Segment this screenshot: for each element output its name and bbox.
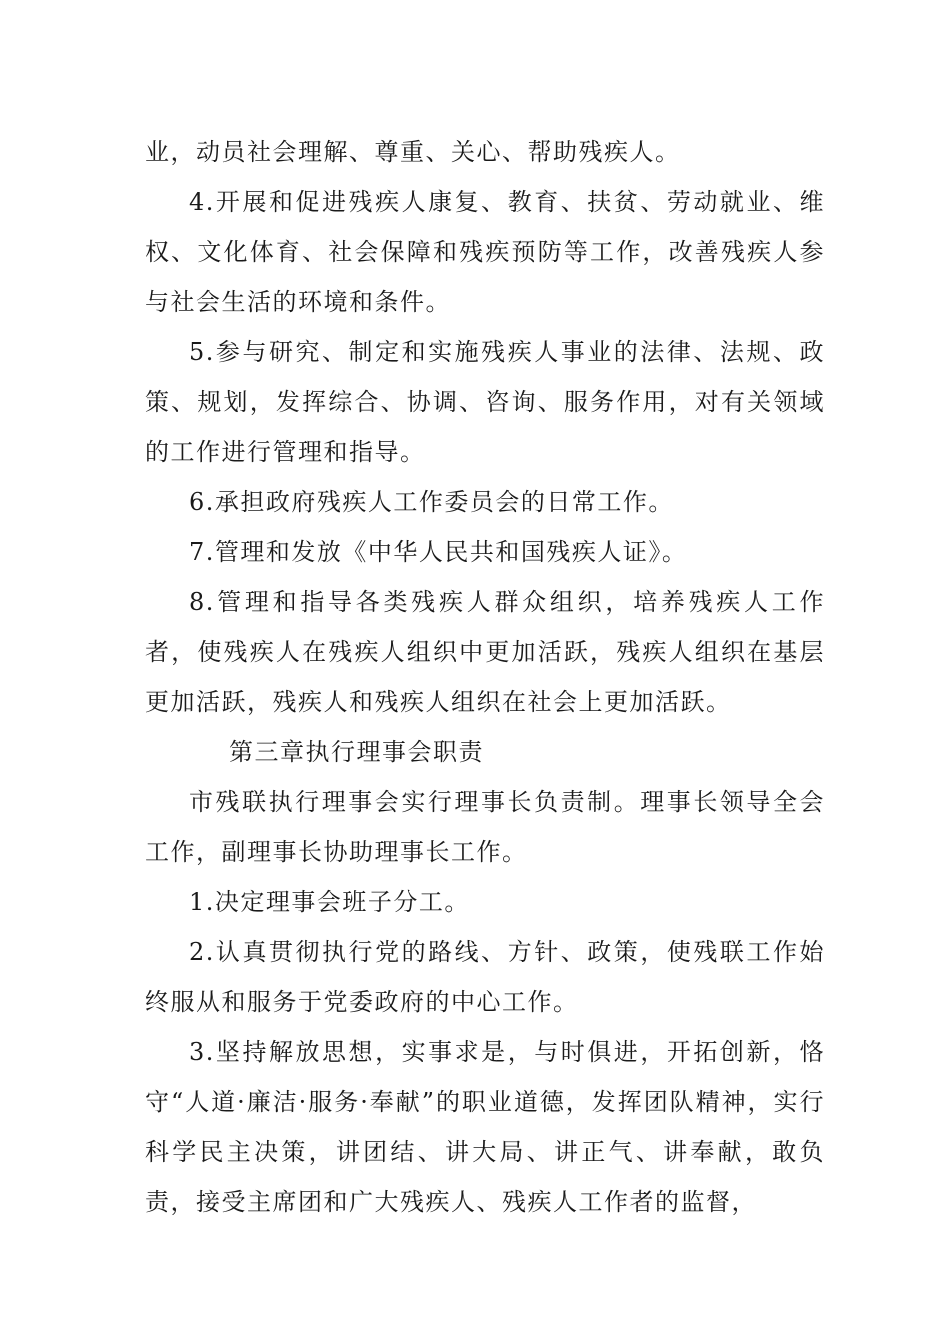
chapter-item-3: 3.坚持解放思想，实事求是，与时俱进，开拓创新，恪守“人道·廉洁·服务·奉献”的职业道德，发挥团队精神，实行科学民主决策，讲团结、讲大局、讲正气、讲奉献，敢负责，接受主席团和广大残疾人、残疾人工作者的监督， (145, 1038, 825, 1216)
paragraph-item-5: 5.参与研究、制定和实施残疾人事业的法律、法规、政策、规划，发挥综合、协调、咨询、服务作用，对有关领域的工作进行管理和指导。 (145, 338, 825, 466)
paragraph-item-6: 6.承担政府残疾人工作委员会的日常工作。 (189, 488, 674, 516)
chapter-intro-paragraph: 市残联执行理事会实行理事长负责制。理事长领导全会工作，副理事长协助理事长工作。 (145, 788, 825, 866)
chapter-title: 第三章执行理事会职责 (229, 738, 484, 766)
paragraph-item-4: 4.开展和促进残疾人康复、教育、扶贫、劳动就业、维权、文化体育、社会保障和残疾预防等工作，改善残疾人参与社会生活的环境和条件。 (145, 188, 825, 316)
paragraph-item-8: 8.管理和指导各类残疾人群众组织，培养残疾人工作者，使残疾人在残疾人组织中更加活跃，残疾人组织在基层更加活跃，残疾人和残疾人组织在社会上更加活跃。 (145, 588, 825, 716)
paragraph-item-7: 7.管理和发放《中华人民共和国残疾人证》。 (189, 538, 688, 566)
chapter-item-1: 1.决定理事会班子分工。 (189, 888, 470, 916)
chapter-item-2: 2.认真贯彻执行党的路线、方针、政策，使残联工作始终服从和服务于党委政府的中心工作。 (145, 938, 825, 1016)
paragraph-continuation: 业，动员社会理解、尊重、关心、帮助残疾人。 (145, 138, 681, 166)
document-body (145, 127, 825, 1227)
